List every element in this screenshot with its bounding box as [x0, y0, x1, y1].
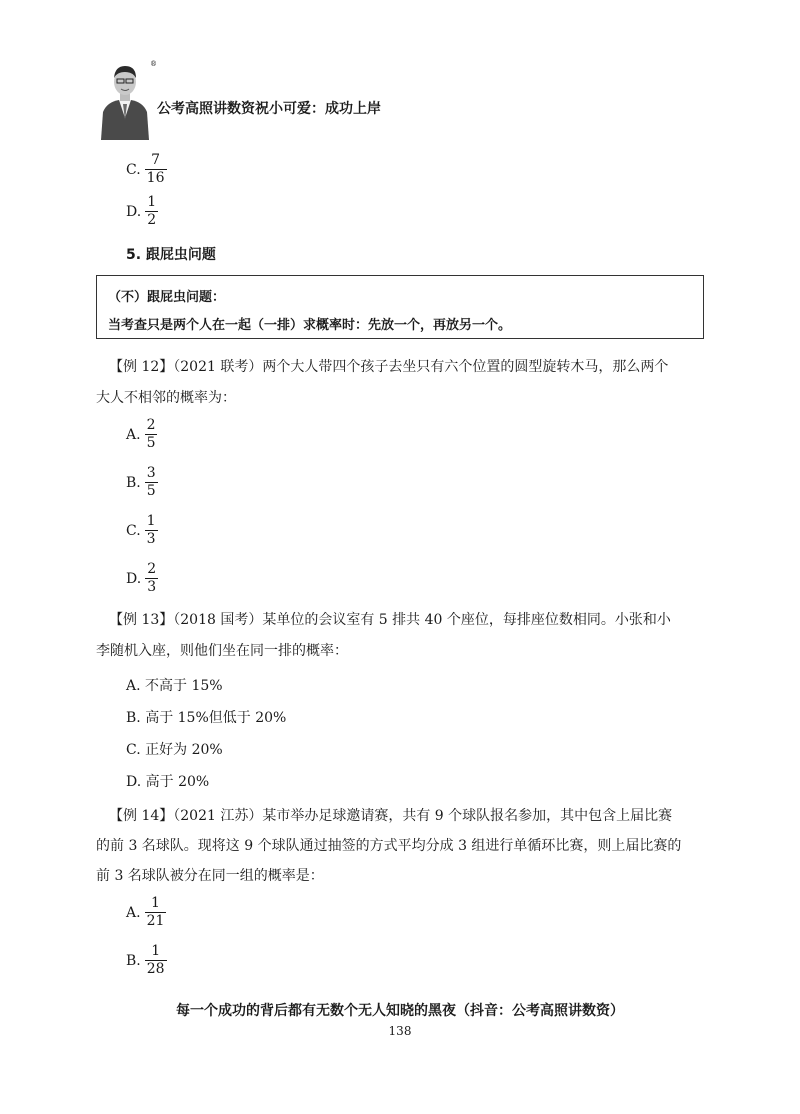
header-title: 公考高照讲数资祝小可爱：成功上岸	[157, 101, 381, 117]
ex14-line-2: 的前 3 名球队。现将这 9 个球队通过抽签的方式平均分成 3 组进行单循环比赛，则上届比赛的	[96, 838, 682, 854]
ex12-line-1: 【例 12】（2021 联考）两个大人带四个孩子去坐只有六个位置的圆型旋转木马，那么两个	[109, 359, 669, 375]
footer-slogan: 每一个成功的背后都有无数个无人知晓的黑夜（抖音：公考高照讲数资）	[176, 1003, 624, 1019]
option-label: A.	[126, 426, 141, 443]
option-label: B.	[126, 474, 141, 491]
option-label: D.	[126, 203, 142, 220]
ex13-option-a: A. 不高于 15%	[126, 678, 223, 694]
denominator: 28	[146, 961, 165, 977]
numerator: 3	[146, 465, 156, 481]
ex13-option-b: B. 高于 15%但低于 20%	[126, 710, 287, 726]
denominator: 2	[147, 212, 157, 228]
page-number: 138	[388, 1024, 412, 1038]
option-label: C.	[126, 161, 141, 178]
ex13-line-2: 李随机入座，则他们坐在同一排的概率：	[96, 643, 348, 659]
avatar	[97, 60, 153, 140]
section-heading: 5. 跟屁虫问题	[126, 247, 216, 263]
numerator: 7	[151, 152, 161, 168]
registered-mark: ®	[150, 60, 157, 68]
option-label: C.	[126, 522, 141, 539]
ex14-option-a	[126, 895, 166, 930]
numerator: 2	[146, 417, 156, 433]
ex13-option-d: D. 高于 20%	[126, 774, 210, 790]
ex12-option-c	[126, 513, 158, 548]
denominator: 5	[146, 435, 156, 451]
numerator: 1	[151, 943, 161, 959]
numerator: 1	[151, 895, 160, 911]
fraction	[145, 895, 167, 930]
denominator: 5	[146, 483, 156, 499]
ex12-option-d	[126, 561, 158, 596]
ex14-line-1: 【例 14】（2021 江苏）某市举办足球邀请赛，共有 9 个球队报名参加，其中包含上届比赛	[109, 808, 673, 824]
ex12-line-2: 大人不相邻的概率为：	[96, 390, 236, 406]
fraction	[145, 194, 158, 229]
option-c-prev	[126, 152, 167, 187]
fraction	[145, 561, 158, 596]
note-title: （不）跟屁虫问题：	[108, 290, 226, 305]
numerator: 1	[146, 513, 156, 529]
fraction	[145, 513, 158, 548]
option-label: B.	[126, 952, 141, 969]
ex14-option-b	[126, 943, 167, 978]
note-box	[96, 275, 704, 339]
ex13-line-1: 【例 13】（2018 国考）某单位的会议室有 5 排共 40 个座位，每排座位数相同。小张和小	[109, 612, 671, 628]
fraction	[145, 465, 158, 500]
option-label: D.	[126, 570, 142, 587]
ex14-line-3: 前 3 名球队被分在同一组的概率是：	[96, 868, 324, 884]
denominator: 21	[146, 913, 165, 929]
fraction	[145, 417, 158, 452]
denominator: 3	[146, 531, 156, 547]
denominator: 3	[147, 579, 157, 595]
option-label: A.	[126, 904, 141, 921]
ex12-option-b	[126, 465, 158, 500]
fraction	[145, 943, 167, 978]
ex12-option-a	[126, 417, 157, 452]
fraction	[145, 152, 167, 187]
denominator: 16	[146, 170, 165, 186]
note-text: 当考查只是两个人在一起（一排）求概率时：先放一个，再放另一个。	[108, 318, 512, 333]
numerator: 1	[147, 194, 157, 210]
ex13-option-c: C. 正好为 20%	[126, 742, 223, 758]
option-d-prev	[126, 194, 158, 229]
numerator: 2	[147, 561, 157, 577]
